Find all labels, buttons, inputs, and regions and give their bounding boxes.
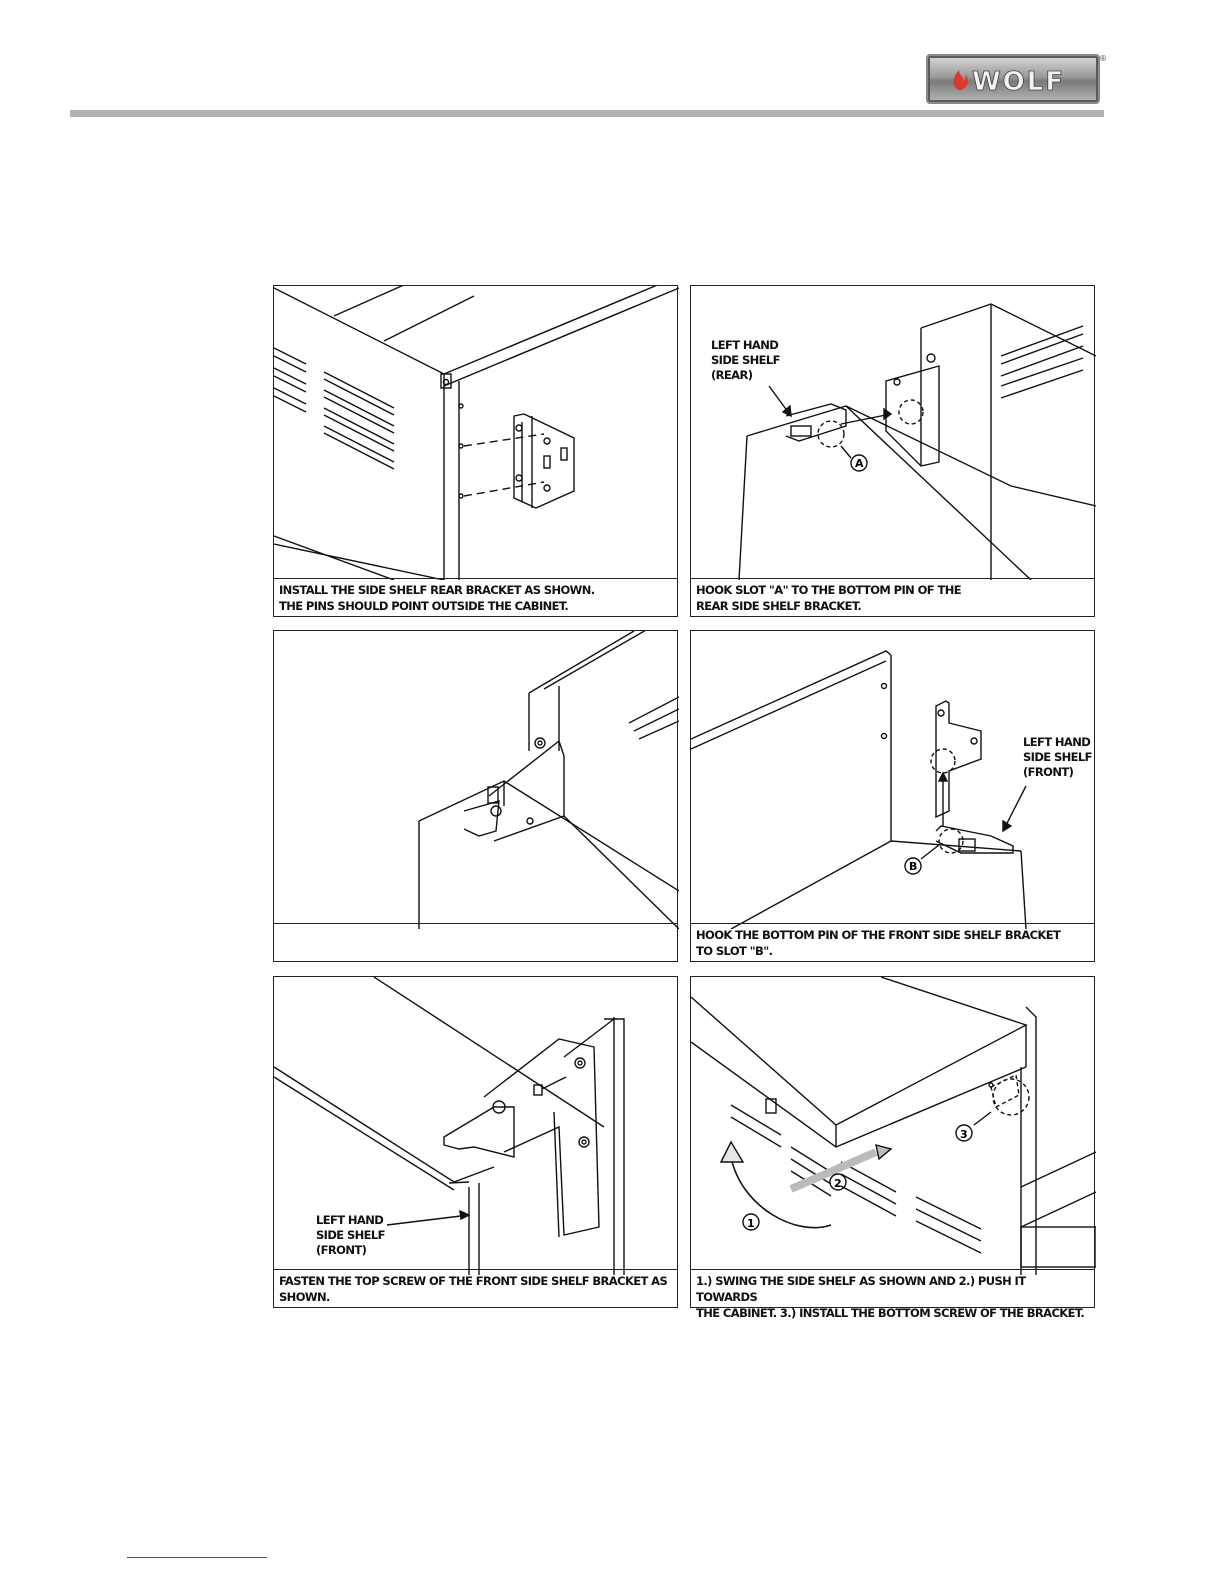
- header-rule: [70, 110, 1104, 117]
- step-panel-2: [690, 285, 1095, 617]
- step-panel-3: [273, 630, 678, 962]
- step-caption: HOOK SLOT "A" TO THE BOTTOM PIN OF THE REAR SIDE SHELF BRACKET.: [691, 578, 1094, 616]
- step-panel-6: [690, 976, 1095, 1320]
- step-caption: [274, 923, 677, 961]
- step-panel-1: [273, 285, 678, 617]
- step-marker-1: 1: [747, 1217, 755, 1230]
- footer-link-underline: [127, 1557, 267, 1558]
- rear-bracket-install-illustration: [274, 286, 679, 580]
- hook-slot-b-illustration: [691, 631, 1096, 929]
- registered-mark: ®: [1099, 54, 1107, 63]
- shelf-callout: LEFT HAND SIDE SHELF (FRONT): [316, 1213, 385, 1257]
- shelf-callout: LEFT HAND SIDE SHELF (FRONT): [1023, 735, 1092, 779]
- step-caption: 1.) SWING THE SIDE SHELF AS SHOWN AND 2.) PUSH IT TOWARDS THE CABINET. 3.) INSTALL THE BOTTOM SCREW OF THE BRACKET.: [691, 1269, 1094, 1307]
- swing-and-push-illustration: [691, 977, 1096, 1275]
- flame-icon: [953, 70, 967, 90]
- shelf-hooked-illustration: [274, 631, 679, 929]
- step-marker-3: 3: [960, 1128, 968, 1141]
- logo-text: WOLF: [972, 67, 1066, 97]
- hook-slot-a-illustration: [691, 286, 1096, 580]
- step-marker-2: 2: [834, 1177, 842, 1190]
- step-caption: FASTEN THE TOP SCREW OF THE FRONT SIDE SHELF BRACKET AS SHOWN.: [274, 1269, 677, 1307]
- step-panel-4: [690, 630, 1095, 962]
- slot-marker-b: B: [909, 860, 918, 873]
- wolf-logo: [926, 54, 1100, 104]
- shelf-callout: LEFT HAND SIDE SHELF (REAR): [711, 338, 780, 382]
- step-panel-5: [273, 976, 678, 1308]
- slot-marker-a: A: [855, 457, 864, 470]
- step-caption: INSTALL THE SIDE SHELF REAR BRACKET AS SHOWN. THE PINS SHOULD POINT OUTSIDE THE CABINET.: [274, 578, 677, 616]
- step-caption: HOOK THE BOTTOM PIN OF THE FRONT SIDE SHELF BRACKET TO SLOT "B".: [691, 923, 1094, 961]
